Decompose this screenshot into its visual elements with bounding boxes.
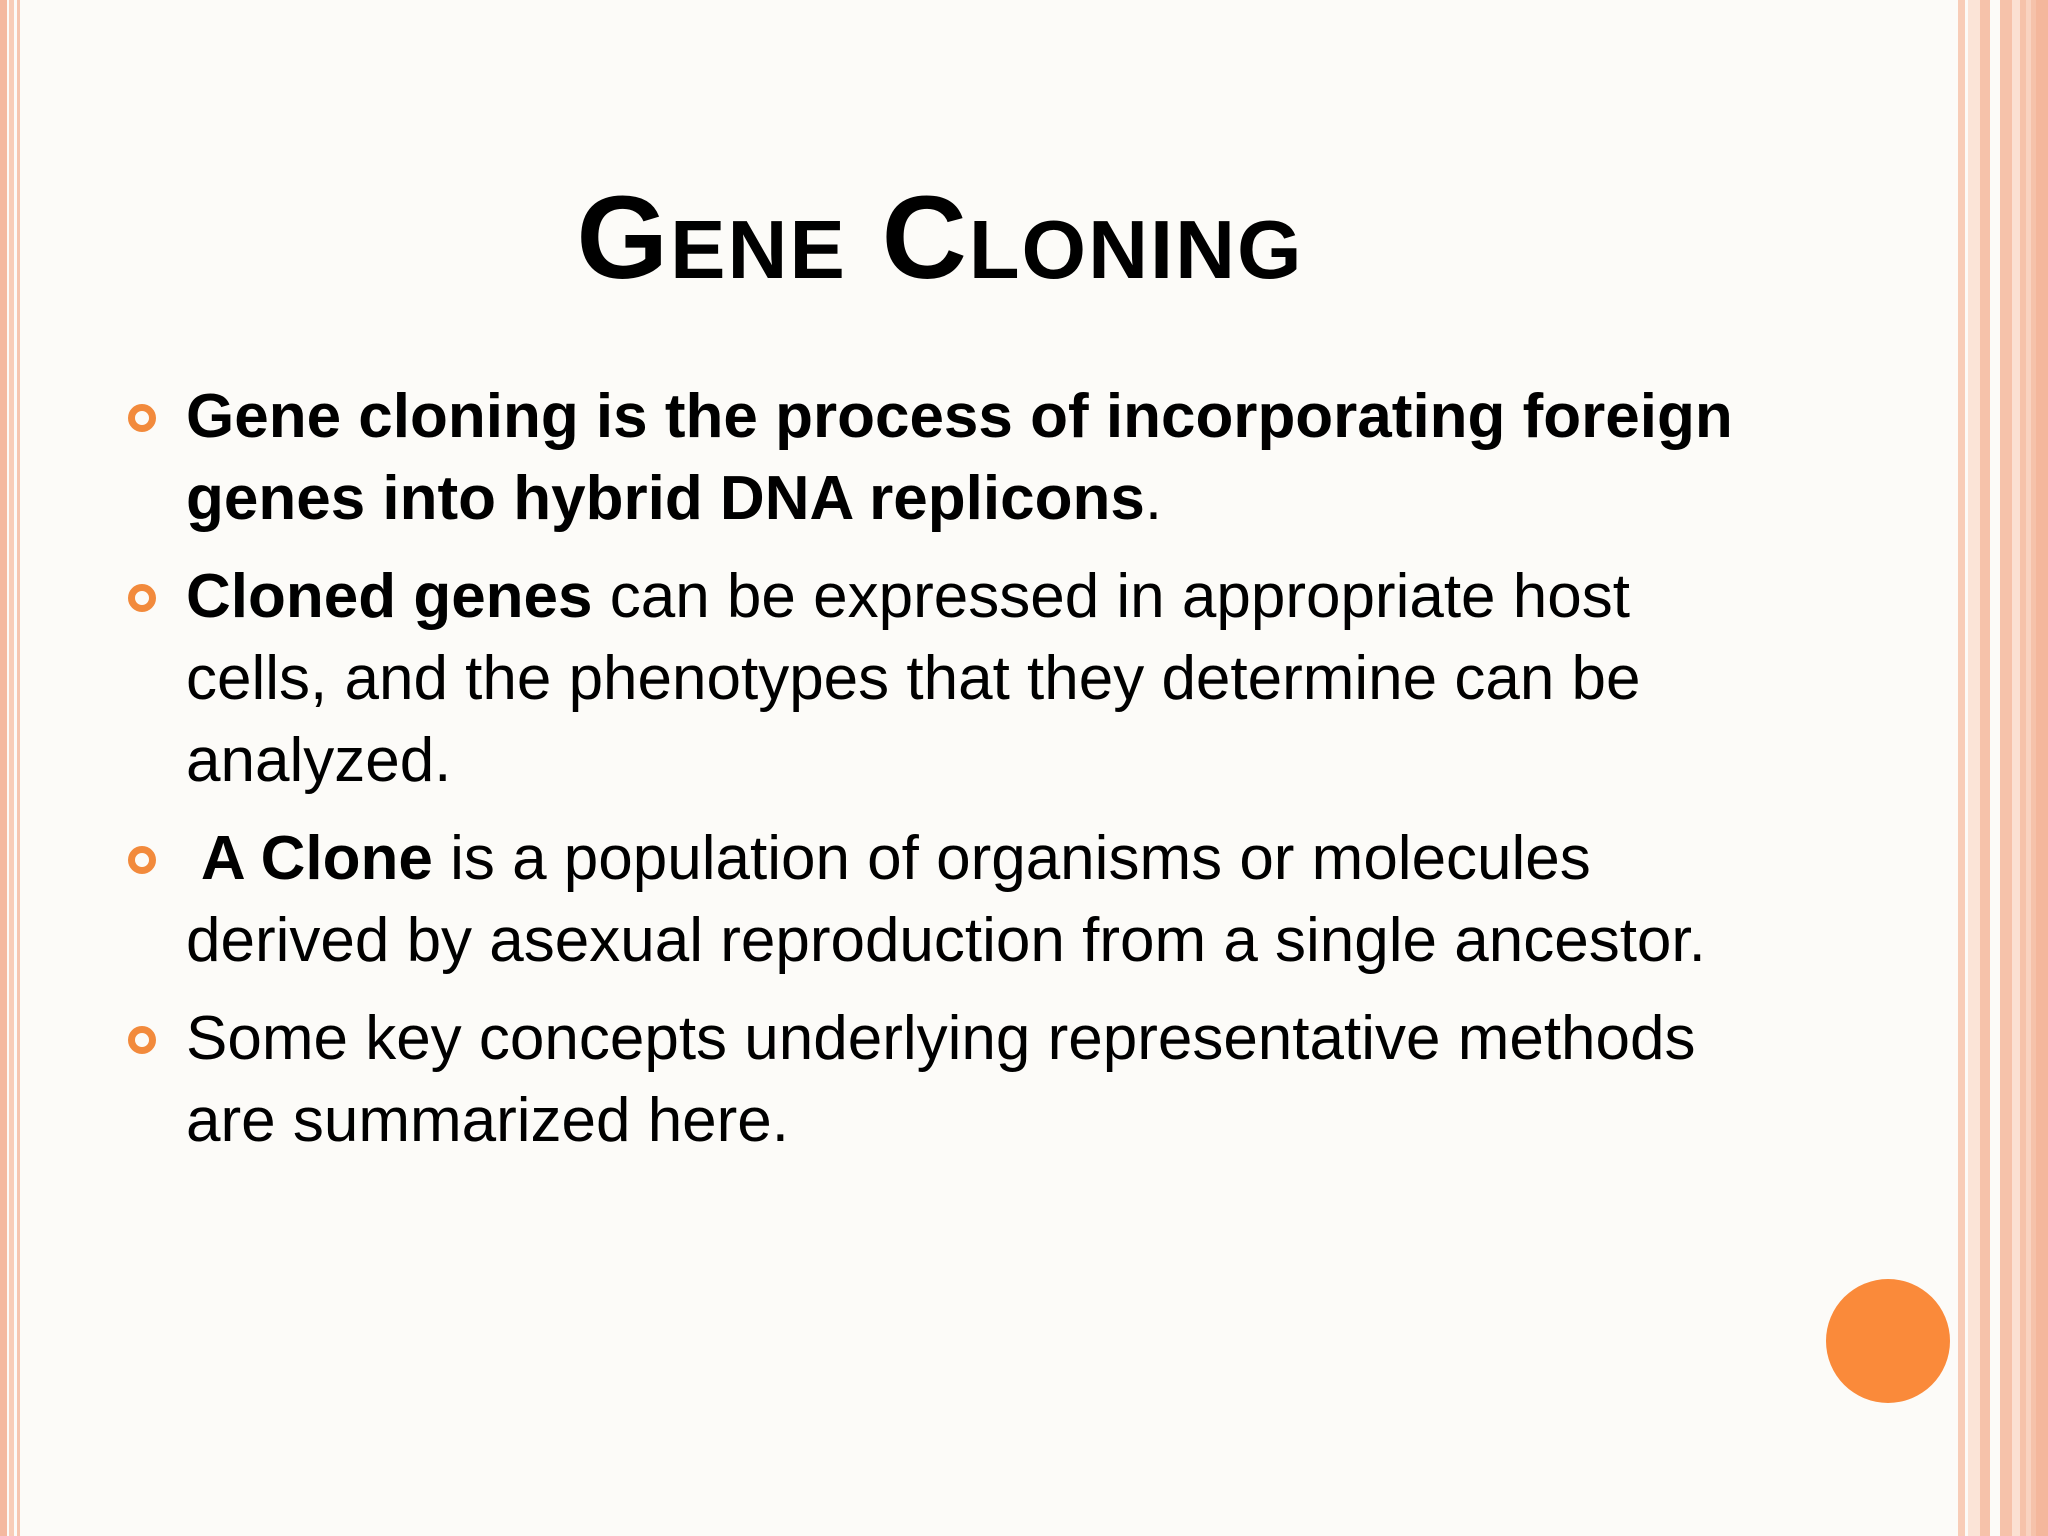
bullet-bold-text: Cloned genes xyxy=(186,562,593,631)
bullet-item xyxy=(128,376,1768,540)
bullet-text: can be expressed in appropriate host cells, and the phenotypes that they determine can be analyzed. xyxy=(186,562,1641,795)
bullet-text: is a population of organisms or molecules derived by asexual reproduction from a single ancestor. xyxy=(186,824,1706,975)
bullet-ring-icon xyxy=(128,584,156,612)
right-border-stripe xyxy=(2026,0,2031,1536)
bullet-item xyxy=(128,998,1768,1162)
right-border-stripe xyxy=(1980,0,1990,1536)
right-border-stripe xyxy=(1968,0,1980,1536)
bullet-item xyxy=(128,818,1768,982)
bullet-ring-icon xyxy=(128,1026,156,1054)
bullet-list xyxy=(128,376,1768,1178)
bullet-ring-icon xyxy=(128,404,156,432)
slide-title: Gene Cloning xyxy=(576,172,1304,304)
right-border-stripe xyxy=(2036,0,2048,1536)
bullet-text: . xyxy=(1144,464,1163,533)
bullet-bold-text: Gene cloning is the process of incorporating foreign genes into hybrid DNA replicons xyxy=(186,382,1733,533)
orange-circle-decoration xyxy=(1826,1279,1950,1403)
bullet-ring-icon xyxy=(128,846,156,874)
right-border-stripe xyxy=(2012,0,2020,1536)
bullet-item xyxy=(128,556,1768,802)
bullet-text: Some key concepts underlying representative methods are summarized here. xyxy=(186,1004,1696,1155)
bullet-bold-text: A Clone xyxy=(186,824,433,893)
right-border-stripe xyxy=(1958,0,1965,1536)
